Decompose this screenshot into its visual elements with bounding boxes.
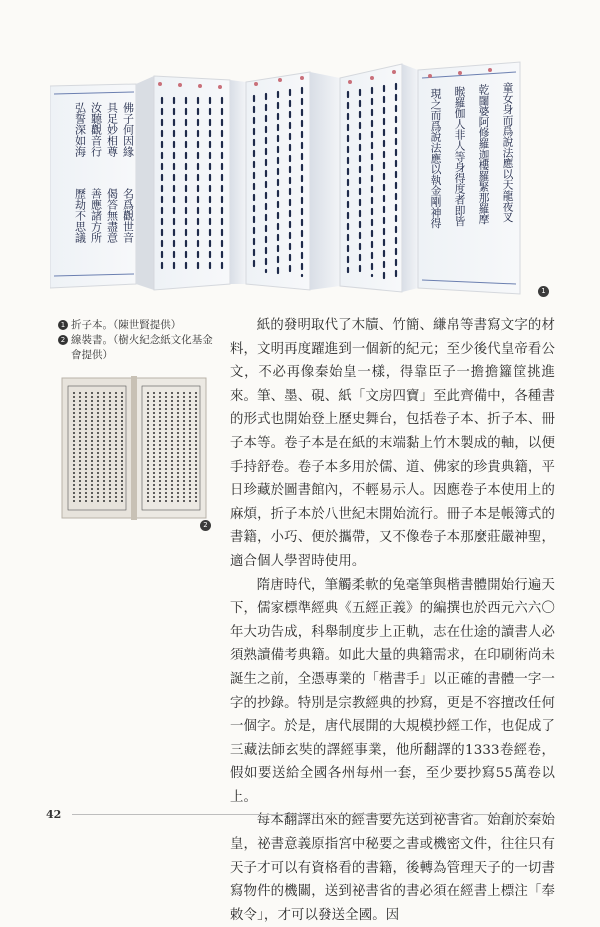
sutra-column: 歷劫不思議	[73, 188, 87, 243]
folding-book-photo	[50, 58, 554, 298]
caption-2	[58, 333, 233, 348]
sutra-column: 現之而爲說法應以執金剛神得	[429, 88, 443, 229]
sutra-column: 睺羅伽人非人等身得度者即皆	[453, 86, 467, 227]
folding-book-illustration	[50, 58, 554, 298]
caption-text: 折子本。（陳世賢提供）	[71, 319, 182, 331]
sutra-column: 弘誓深如海	[73, 102, 87, 157]
caption-number: 2	[58, 335, 68, 345]
sutra-column: 具足妙相尊	[105, 102, 119, 157]
caption-text: 線裝書。（樹火紀念紙文化基金	[71, 334, 213, 346]
sutra-column: 童女身而爲說法應以天龍夜叉	[501, 82, 515, 223]
thread-bound-book-illustration	[60, 372, 210, 522]
paragraph: 隋唐時代，筆觸柔軟的兔毫筆與楷書體開始行遍天下，儒家標準經典《五經正義》的編撰也於西元六六〇年大功告成，科舉制度步上正軌，志在仕途的讀書人必須熟讀備考典籍。如此大量的典籍需求，在印刷術尚未誕生之前，全憑專業的「楷書手」以正確的書體一字一字的抄錄。特別是宗教經典的抄寫，更是不容擅改任何一個字。於是，唐代展開的大規模抄經工作，也促成了三藏法師玄奘的譯經事業，他所翻譯的1333卷經卷，假如要送給全國各州每州一套，至少要抄寫55萬卷以上。	[230, 577, 555, 805]
footer-divider	[72, 814, 552, 815]
caption-number: 1	[58, 320, 68, 330]
photo-captions	[58, 318, 233, 363]
sutra-column: 汝聽觀音行	[89, 102, 103, 157]
photo-number-badge: 2	[200, 520, 211, 531]
sutra-column: 乾闥婆阿修羅迦樓羅緊那羅摩	[477, 84, 491, 225]
sutra-column: 善應諸方所	[89, 188, 103, 243]
thread-bound-book-photo	[60, 372, 210, 529]
caption-text-continued: 會提供）	[71, 349, 113, 361]
sutra-column: 佛子何因緣	[121, 102, 135, 157]
article-body	[230, 314, 555, 927]
sutra-column: 偈答無盡意	[105, 188, 119, 243]
caption-1	[58, 318, 233, 333]
paragraph: 每本翻譯出來的經書要先送到祕書省。始創於秦始皇，祕書意義原指宮中秘要之書或機密文件，往往只有天子才可以有資格看的書籍，後轉為管理天子的一切書寫物件的機關，送到祕書省的書必須在經書上標注「奉敕令」，才可以發送全國。因	[230, 813, 555, 923]
sutra-column: 名爲觀世音	[121, 188, 135, 243]
paragraph: 紙的發明取代了木牘、竹簡、縑帛等書寫文字的材料，文明再度躍進到一個新的紀元；至少後代皇帝看公文，不必再像秦始皇一樣，得靠臣子一擔擔籮筐挑進來。筆、墨、硯、紙「文房四寶」至此齊備中，各種書的形式也開始登上歷史舞台，包括卷子本、折子本、冊子本等。卷子本是在紙的末端黏上竹木製成的軸，以便手持舒卷。卷子本多用於儒、道、佛家的珍貴典籍，平日珍藏於圖書館內，不輕易示人。因應卷子本使用上的麻煩，折子本於八世紀末開始流行。冊子本是帳簿式的書籍，小巧、便於攜帶，又不像卷子本那麼莊嚴神聖，適合個人學習時使用。	[230, 318, 555, 569]
page-number: 42	[46, 808, 62, 821]
photo-number-badge: 1	[538, 286, 549, 297]
